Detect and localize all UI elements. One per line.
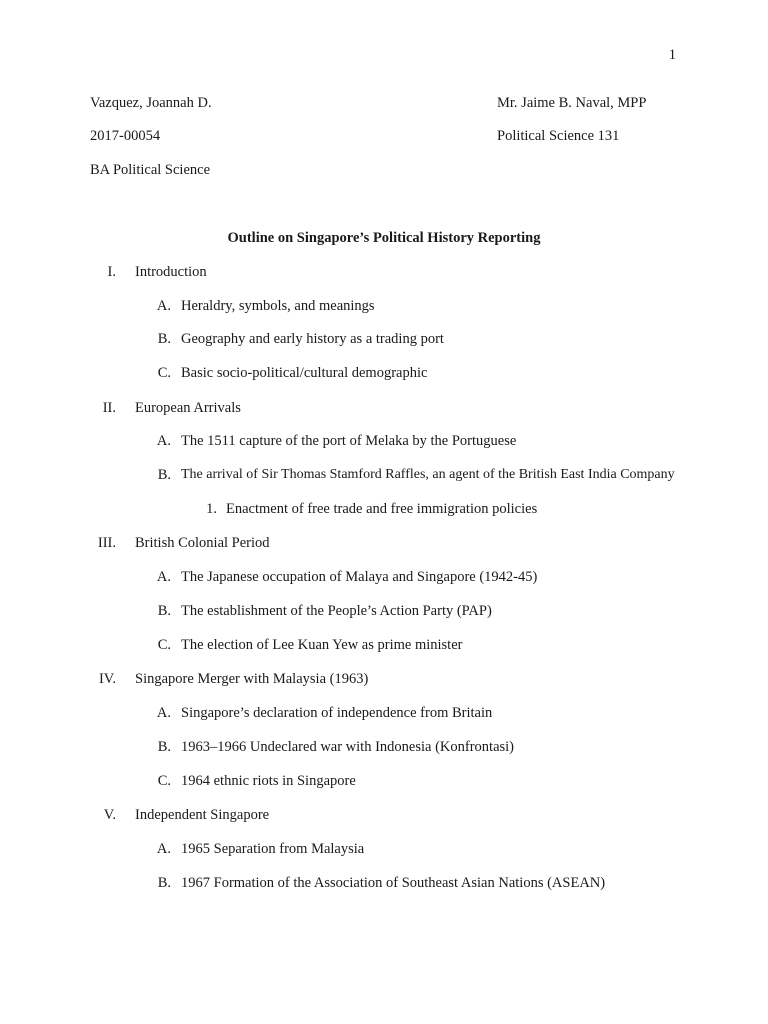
outline-marker-letter: C. xyxy=(157,637,171,653)
outline-subitem: Basic socio-political/cultural demographic xyxy=(181,365,428,381)
outline-marker-letter: B. xyxy=(157,739,171,755)
instructor-name: Mr. Jaime B. Naval, MPP xyxy=(497,95,647,111)
outline-heading: Introduction xyxy=(135,264,207,280)
outline-subitem: Heraldry, symbols, and meanings xyxy=(181,298,375,314)
outline-marker-letter: A. xyxy=(156,705,171,721)
outline-heading: British Colonial Period xyxy=(135,535,270,551)
document-title: Outline on Singapore’s Political History Reporting xyxy=(227,230,541,246)
outline-heading: Independent Singapore xyxy=(135,807,270,823)
outline-marker-letter: B. xyxy=(157,603,171,619)
outline-marker-roman: II. xyxy=(102,400,116,416)
outline-subitem: The arrival of Sir Thomas Stamford Raffles, an agent of the British East India Company xyxy=(181,467,675,482)
outline-marker-roman: III. xyxy=(97,535,116,551)
outline-subitem: The establishment of the People’s Action Party (PAP) xyxy=(181,603,492,619)
outline-subsubitem: Enactment of free trade and free immigration policies xyxy=(226,501,538,517)
outline-heading: European Arrivals xyxy=(135,400,241,416)
outline-marker-letter: B. xyxy=(157,331,171,347)
outline-subitem: The 1511 capture of the port of Melaka by the Portuguese xyxy=(181,433,517,449)
outline-marker-letter: B. xyxy=(157,467,171,483)
student-id: 2017-00054 xyxy=(90,128,161,144)
outline-heading: Singapore Merger with Malaysia (1963) xyxy=(135,671,369,687)
outline-marker-roman: V. xyxy=(103,807,116,823)
outline-marker-letter: A. xyxy=(156,298,171,314)
outline-marker-letter: A. xyxy=(156,569,171,585)
outline-subitem: Geography and early history as a trading port xyxy=(181,331,444,347)
outline-marker-letter: A. xyxy=(156,841,171,857)
outline-marker-number: 1. xyxy=(206,501,217,517)
outline-subitem: The Japanese occupation of Malaya and Singapore (1942-45) xyxy=(181,569,538,585)
outline-marker-roman: I. xyxy=(107,264,116,280)
outline-subitem: The election of Lee Kuan Yew as prime minister xyxy=(181,637,463,653)
outline-subitem: Singapore’s declaration of independence from Britain xyxy=(181,705,493,721)
outline-subitem: 1963–1966 Undeclared war with Indonesia (Konfrontasi) xyxy=(181,739,515,755)
outline-marker-letter: A. xyxy=(156,433,171,449)
page-number: 1 xyxy=(668,47,676,63)
outline-marker-letter: C. xyxy=(157,773,171,789)
course-name: Political Science 131 xyxy=(497,128,620,144)
outline-subitem: 1965 Separation from Malaysia xyxy=(181,841,365,857)
outline-marker-letter: B. xyxy=(157,875,171,891)
degree-program: BA Political Science xyxy=(90,162,211,178)
outline-marker-roman: IV. xyxy=(98,671,116,687)
outline-subitem: 1967 Formation of the Association of Southeast Asian Nations (ASEAN) xyxy=(181,875,606,891)
outline-subitem: 1964 ethnic riots in Singapore xyxy=(181,773,356,789)
student-name: Vazquez, Joannah D. xyxy=(90,95,212,111)
outline-marker-letter: C. xyxy=(157,365,171,381)
